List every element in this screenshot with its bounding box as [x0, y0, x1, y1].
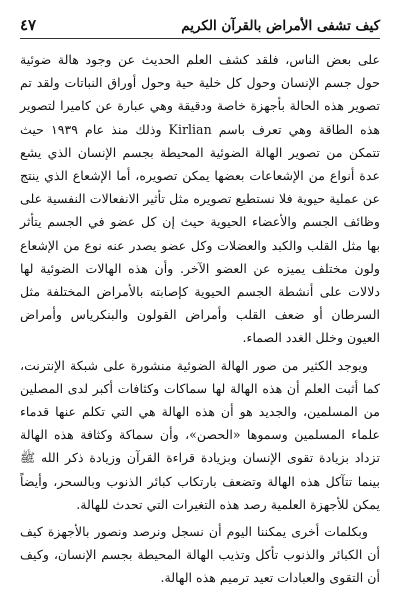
paragraph-3: وبكلمات أخرى يمكننا اليوم أن نسجل ونرصد ونصور بالأجهزة كيف أن الكبائر والذنوب تأكل وتذيب الهالة المحيطة بجسم الإنسان، وكيف أن التقوى والعبادات تعيد ترميم هذه الهالة.	[20, 524, 380, 586]
paragraph-2: ويوجد الكثير من صور الهالة الضوئية منشورة على شبكة الإنترنت، كما أثبت العلم أن هذه الهالة لها سماكات وكثافات أكبر لدى المصلين من المسلمين، والجديد هو أن هذه الهالة هي التي تكلم عنها قدماء علماء المسلمين وسموها «الحصن»، وأن سماكة وكثافة هذه الهالة تزداد بزيادة تقوى الإنسان وبزيادة قراءة القرآن وزيادة ذكر الله ﷺ بينما تتآكل هذه الهالة وتضعف بارتكاب كبائر الذنوب وبالسحر، وأيضاً يمكن للأجهزة العلمية رصد هذه التغيرات التي تحدث للهالة.	[20, 357, 380, 512]
paragraph-1: على بعض الناس، فلقد كشف العلم الحديث عن وجود هالة ضوئية حول جسم الإنسان وحول كل خلية حية وحول أوراق النباتات ولقد تم تصوير هذه الحالة بأجهزة خاصة ودقيقة وهي عبارة عن كاميرا لتصوير هذه الطاقة وهي تعرف باسم Kirlian وذلك منذ عام ١٩٣٩ حيث تتمكن من تصوير الهالة الضوئية المحيطة بجسم الإنسان الذي يشع عدة أنواع من الإشعاعات بعضها يمكن تصويره، أما الإشعاع الذي ينتج عن عملية حيوية فلا نستطيع تصويره مثل تأثير الانفعالات النفسية على وظائف الجسم والأعضاء الحيوية حيث إن كل عضو في الجسم يتأثر بها مثل القلب والكبد والعضلات وكل عضو يصدر عنه نوع من الإشعاع ولون مختلف يميزه عن العضو الآخر. وأن هذه الهالات الضوئية لها دلالات على أنشطة الجسم الحيوية كإصابته بالأمراض المختلفة مثل السرطان أو ضعف القلب وأمراض القولون والبنكرياس وأمراض العيون وخلل الغدد الصماء.	[20, 52, 380, 346]
page-number: ٤٧	[20, 16, 37, 34]
header-title: كيف تشفى الأمراض بالقرآن الكريم	[181, 18, 380, 34]
body-text	[20, 48, 380, 590]
running-header	[20, 14, 380, 34]
header-rule	[20, 38, 380, 39]
